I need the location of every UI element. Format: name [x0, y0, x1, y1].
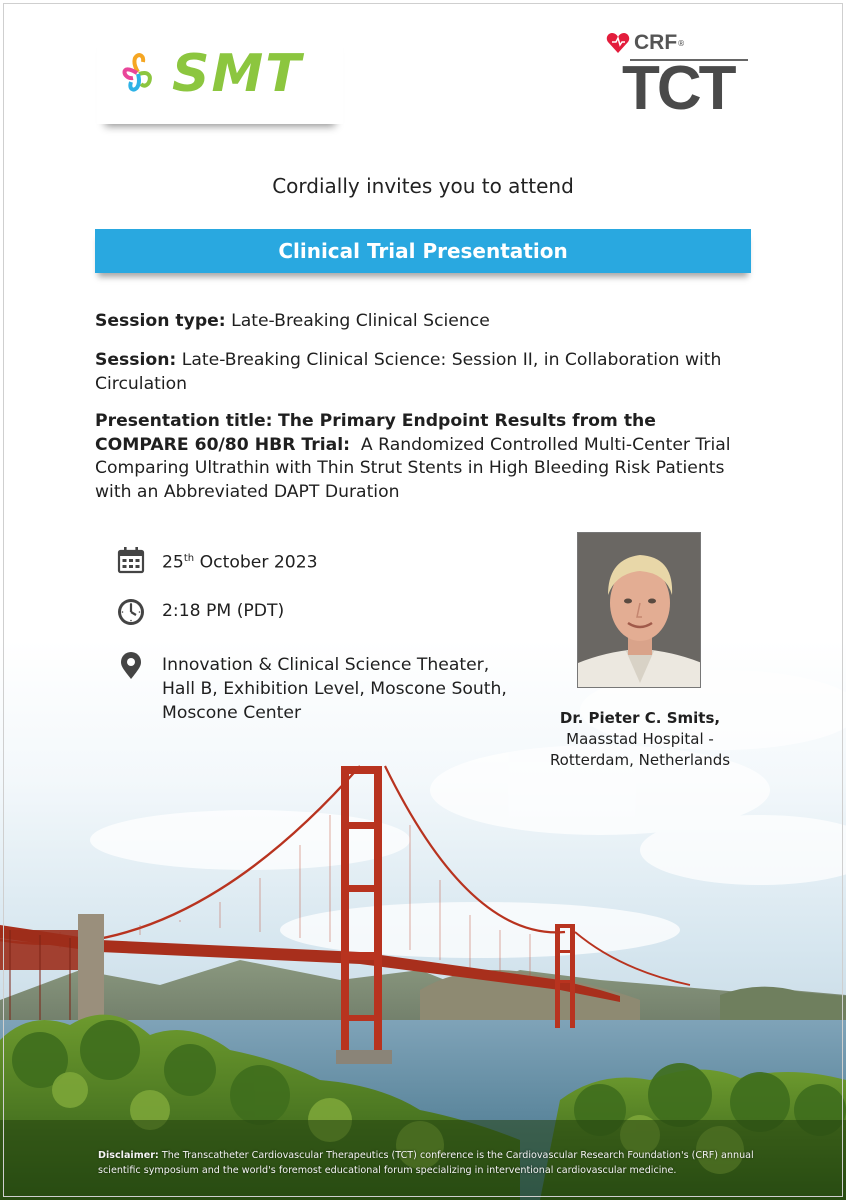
- session-type: [95, 310, 755, 334]
- invite-text: Cordially invites you to attend: [272, 174, 574, 198]
- venue-line-2: Hall B, Exhibition Level, Moscone South,: [162, 679, 507, 699]
- session-type-value: Late-Breaking Clinical Science: [231, 311, 490, 331]
- speaker-city: Rotterdam, Netherlands: [549, 751, 731, 769]
- banner-title: Clinical Trial Presentation: [278, 239, 568, 263]
- speaker-name: Dr. Pieter C. Smits,: [559, 709, 721, 727]
- presentation-subtitle: A Randomized Controlled Multi-Center Trial Comparing Ultrathin with Thin Strut Stents in High Bleeding Risk Patients with an Abbreviated DAPT Duration: [95, 434, 731, 502]
- speaker-portrait: [577, 532, 701, 688]
- date-day: 25: [162, 552, 184, 573]
- location-pin-icon: [117, 652, 145, 680]
- presentation-banner: [95, 229, 751, 273]
- session: [95, 349, 755, 396]
- venue-text: [162, 653, 507, 725]
- heart-icon: [606, 32, 630, 54]
- smt-wordmark: SMT: [172, 44, 303, 104]
- venue-line-1: Innovation & Clinical Science Theater,: [162, 655, 490, 675]
- smt-logo: [97, 32, 343, 124]
- crf-tct-logo: [600, 28, 752, 123]
- clock-icon: [117, 598, 145, 626]
- crf-logo: [606, 30, 685, 56]
- crf-label: CRF: [634, 31, 678, 54]
- speaker-hospital: Maasstad Hospital -: [566, 730, 714, 748]
- date-suffix: th: [183, 553, 195, 564]
- time-text: 2:18 PM (PDT): [162, 601, 285, 621]
- session-type-label: Session type:: [95, 311, 226, 331]
- disclaimer-text: The Transcatheter Cardiovascular Therapeutics (TCT) conference is the Cardiovascular Research Foundation's (CRF) annual scientific symposium and the world's foremost educational forum specializing in interventional cardiovascular medicine.: [98, 1150, 754, 1176]
- calendar-icon: [117, 546, 145, 574]
- date-text: [162, 547, 318, 575]
- session-label: Session:: [95, 350, 177, 370]
- session-value: Late-Breaking Clinical Science: Session II, in Collaboration with Circulation: [95, 350, 722, 394]
- crf-registered-mark: ®: [677, 38, 686, 48]
- date-rest: October 2023: [199, 552, 318, 573]
- venue-line-3: Moscone Center: [162, 703, 302, 723]
- presentation-bold-title: The Primary Endpoint Results from the COMPARE 60/80 HBR Trial:: [95, 411, 656, 455]
- smt-flower-icon: [113, 48, 163, 98]
- presentation-title: [95, 410, 755, 504]
- disclaimer: [98, 1148, 754, 1178]
- event-venue: [117, 652, 507, 723]
- tct-label: TCT: [622, 54, 734, 123]
- event-time: [117, 598, 285, 626]
- disclaimer-label: Disclaimer:: [98, 1150, 159, 1161]
- event-date: [117, 546, 318, 574]
- presentation-label: Presentation title:: [95, 411, 273, 431]
